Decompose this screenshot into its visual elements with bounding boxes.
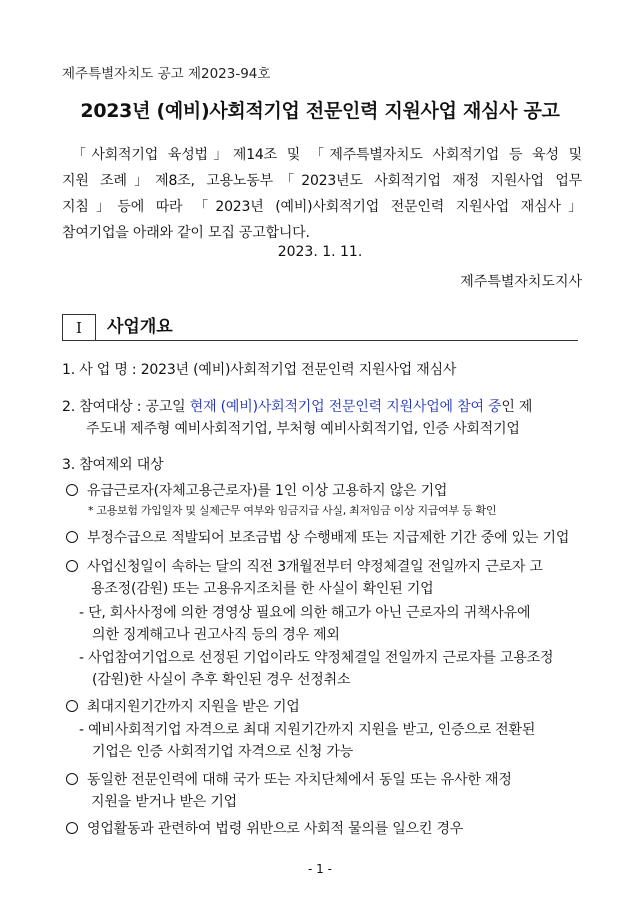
item-label: 1. 사 업 명 :: [62, 362, 141, 378]
exclusion-detail-cont: (감원)한 사실이 추후 확인된 경우 선정취소: [92, 672, 351, 688]
circle-bullet-icon: [66, 773, 78, 785]
highlighted-text: 현재 (예비)사회적기업 전문인력 지원사업에 참여 중: [189, 399, 502, 415]
circle-bullet-icon: [66, 484, 78, 496]
notice-number: 제주특별자치도 공고 제2023-94호: [62, 66, 271, 82]
issuer-name: 제주특별자치도지사: [460, 274, 582, 290]
item-text: 공고일: [145, 399, 190, 415]
item-text: 2023년 (예비)사회적기업 전문인력 지원사업 재심사: [140, 362, 457, 378]
exclusion-item: [66, 556, 543, 576]
exclusion-item: [66, 696, 300, 716]
exclusion-detail: - 단, 회사사정에 의한 경영상 필요에 의한 해고가 아닌 근로자의 귀책사유에: [79, 605, 531, 621]
circle-bullet-icon: [66, 560, 78, 572]
exclusion-item: [66, 527, 569, 547]
circle-bullet-icon: [66, 531, 78, 543]
exclusion-text: 최대지원기간까지 지원을 받은 기업: [87, 699, 300, 715]
section-number: I: [62, 314, 96, 341]
exclusion-item: [66, 769, 512, 789]
exclusion-text: 유급근로자(자체고용근로자)를 1인 이상 고용하지 않은 기업: [87, 483, 448, 499]
exclusion-text: 부정수급으로 적발되어 보조금법 상 수행배제 또는 지급제한 기간 중에 있는 기업: [87, 530, 570, 546]
intro-paragraph: [62, 142, 582, 246]
exclusion-text-cont: 용조정(감원) 또는 고용유지조치를 한 사실이 확인된 기업: [91, 581, 434, 597]
section-heading: [62, 314, 578, 341]
notice-date: 2023. 1. 11.: [277, 244, 363, 260]
item-exclusions: 3. 참여제외 대상: [62, 457, 164, 473]
item-participants: [62, 396, 532, 416]
exclusion-text: 영업활동과 관련하여 법령 위반으로 사회적 물의를 일으킨 경우: [87, 821, 464, 837]
circle-bullet-icon: [66, 822, 78, 834]
intro-line: 참여기업을 아래와 같이 모집 공고합니다.: [62, 225, 310, 241]
circle-bullet-icon: [66, 700, 78, 712]
exclusion-item: [66, 818, 463, 838]
intro-line: 지침」등에 따라 「2023년 (예비)사회적기업 전문인력 지원사업 재심사」: [62, 199, 582, 215]
exclusion-detail: - 사업참여기업으로 선정된 기업이라도 약정체결일 전일까지 근로자를 고용조정: [79, 650, 554, 666]
intro-line: 「사회적기업 육성법」제14조 및 「제주특별자치도 사회적기업 등 육성 및: [72, 147, 582, 163]
exclusion-text-cont: 지원을 받거나 받은 기업: [91, 794, 237, 810]
exclusion-text: 동일한 전문인력에 대해 국가 또는 자치단체에서 동일 또는 유사한 재정: [87, 772, 512, 788]
page-number: - 1 -: [308, 862, 332, 876]
exclusion-item: [66, 480, 447, 500]
intro-line: 지원 조례」제8조, 고용노동부「2023년도 사회적기업 재정 지원사업 업무: [62, 173, 582, 189]
item-text: 인 제: [501, 399, 533, 415]
exclusion-text: 사업신청일이 속하는 달의 직전 3개월전부터 약정체결일 전일까지 근로자 고: [87, 559, 543, 575]
item-business-name: [62, 359, 456, 379]
document-title: 2023년 (예비)사회적기업 전문인력 지원사업 재심사 공고: [80, 100, 560, 122]
section-title: 사업개요: [107, 317, 173, 337]
item-participants-cont: 주도내 제주형 예비사회적기업, 부처형 예비사회적기업, 인증 사회적기업: [86, 421, 520, 437]
exclusion-detail-cont: 기업은 인증 사회적기업 자격으로 신청 가능: [92, 744, 354, 760]
item-label: 2. 참여대상 :: [62, 399, 146, 415]
exclusion-detail-cont: 의한 징계해고나 권고사직 등의 경우 제외: [92, 627, 340, 643]
exclusion-note: * 고용보험 가입일자 및 실제근무 여부와 임금지급 사실, 최저임금 이상 지급여부 등 확인: [88, 504, 497, 517]
exclusion-detail: - 예비사회적기업 자격으로 최대 지원기간까지 지원을 받고, 인증으로 전환된: [79, 722, 536, 738]
